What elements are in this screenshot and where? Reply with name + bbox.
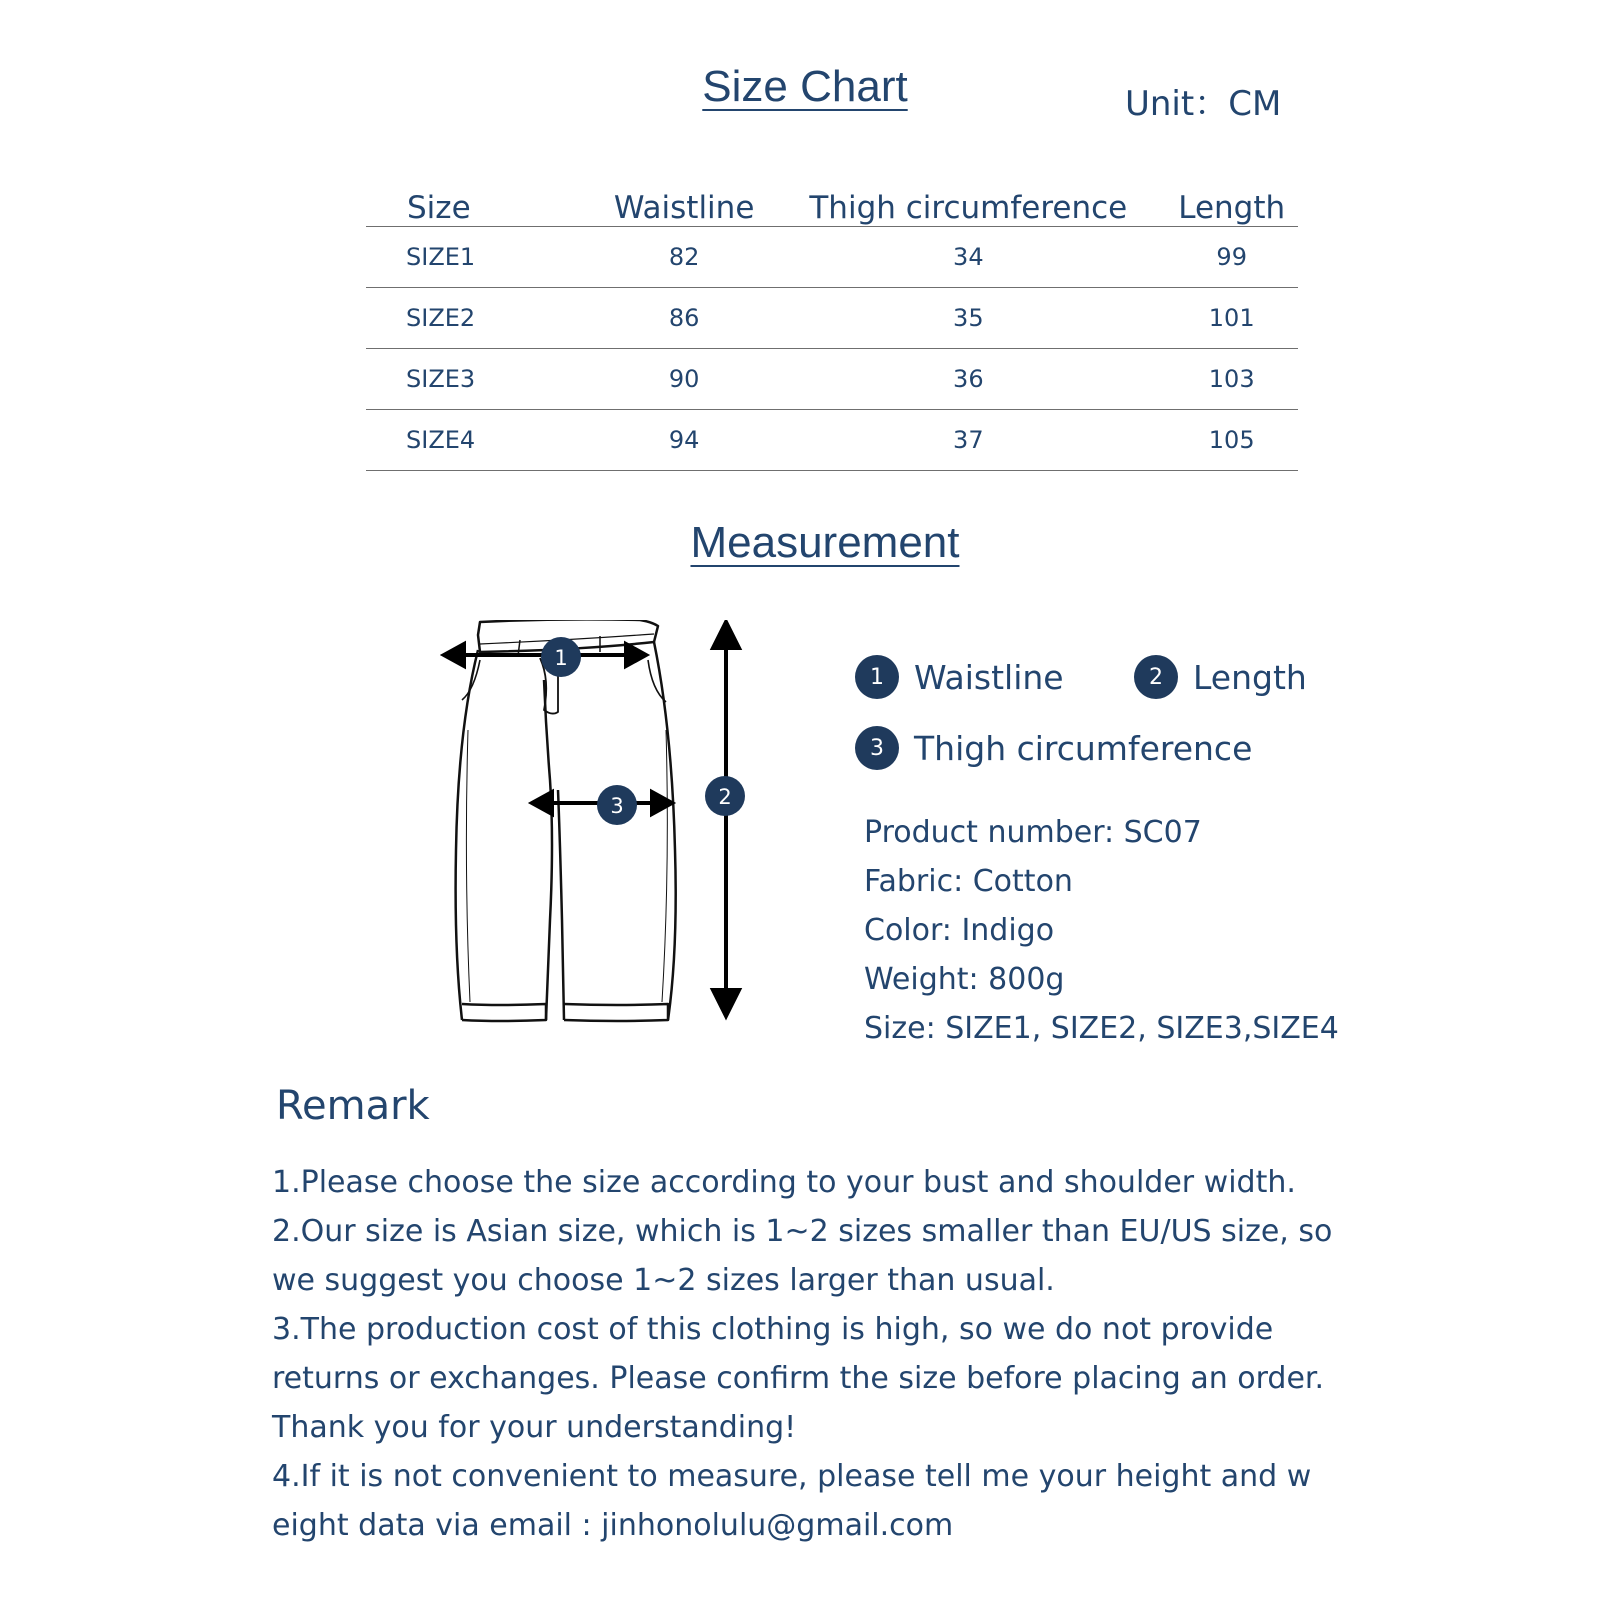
cell-size: SIZE4 — [406, 426, 476, 454]
cell-size: SIZE1 — [406, 243, 476, 271]
legend-label-thigh: Thigh circumference — [914, 728, 1253, 768]
legend-badge-3: 3 — [855, 726, 899, 770]
cell-waistline: 86 — [668, 304, 700, 332]
marker-2-label: 2 — [718, 785, 732, 809]
column-header-length: Length — [1178, 190, 1286, 226]
legend-badge-2: 2 — [1134, 655, 1178, 699]
product-sizes: Size: SIZE1, SIZE2, SIZE3,SIZE4 — [864, 1011, 1339, 1046]
cell-thigh: 37 — [953, 426, 984, 454]
legend-badge-1: 1 — [855, 655, 899, 699]
marker-1 — [541, 637, 581, 677]
size-table — [366, 180, 1298, 471]
remark-line: 4.If it is not convenient to measure, please tell me your height and w — [272, 1459, 1312, 1494]
table-row — [366, 349, 1298, 410]
marker-2 — [705, 776, 745, 816]
column-header-waistline: Waistline — [613, 190, 755, 226]
cell-thigh: 36 — [953, 365, 984, 393]
cell-thigh: 34 — [953, 243, 984, 271]
remark-line: Thank you for your understanding! — [272, 1410, 797, 1445]
length-arrow — [713, 622, 739, 1016]
remark-line: 2.Our size is Asian size, which is 1~2 sizes smaller than EU/US size, so — [272, 1214, 1333, 1249]
remark-line: eight data via email : jinhonolulu@gmail.com — [272, 1508, 954, 1543]
cell-waistline: 94 — [668, 426, 700, 454]
remark-list — [272, 1158, 1352, 1550]
legend-waistline — [855, 655, 1064, 699]
marker-3 — [597, 785, 637, 825]
marker-1-label: 1 — [554, 646, 568, 670]
column-header-size: Size — [407, 190, 471, 226]
cell-length: 99 — [1216, 243, 1247, 271]
cell-length: 103 — [1208, 365, 1255, 393]
product-color: Color: Indigo — [864, 913, 1055, 948]
unit-label: Unit：CM — [1125, 84, 1282, 124]
product-fabric: Fabric: Cotton — [864, 864, 1073, 899]
remark-line: we suggest you choose 1~2 sizes larger than usual. — [272, 1263, 1055, 1298]
legend-length — [1134, 655, 1307, 699]
cell-size: SIZE2 — [406, 304, 476, 332]
product-info — [864, 808, 1339, 1053]
legend-label-waistline: Waistline — [914, 657, 1064, 697]
measurement-title: Measurement — [690, 518, 960, 567]
table-row — [366, 410, 1298, 471]
cell-length: 105 — [1208, 426, 1255, 454]
table-row — [366, 288, 1298, 349]
remark-line: 1.Please choose the size according to your bust and shoulder width. — [272, 1165, 1296, 1200]
pants-outline — [456, 620, 676, 1021]
remark-line: returns or exchanges. Please confirm the size before placing an order. — [272, 1361, 1325, 1396]
legend-thigh — [855, 726, 1252, 770]
marker-3-label: 3 — [610, 794, 624, 818]
remark-line: 3.The production cost of this clothing is high, so we do not provide — [272, 1312, 1274, 1347]
legend-label-length: Length — [1193, 657, 1307, 697]
cell-length: 101 — [1208, 304, 1255, 332]
product-number: Product number: SC07 — [864, 815, 1202, 850]
product-weight: Weight: 800g — [864, 962, 1065, 997]
column-header-thigh: Thigh circumference — [809, 190, 1128, 226]
cell-waistline: 82 — [668, 243, 700, 271]
cell-thigh: 35 — [953, 304, 984, 332]
cell-waistline: 90 — [668, 365, 700, 393]
cell-size: SIZE3 — [406, 365, 476, 393]
page-title: Size Chart — [702, 62, 908, 111]
pants-diagram — [440, 620, 760, 1050]
remark-title: Remark — [276, 1083, 430, 1129]
table-row — [366, 227, 1298, 288]
table-header-row — [366, 180, 1298, 227]
